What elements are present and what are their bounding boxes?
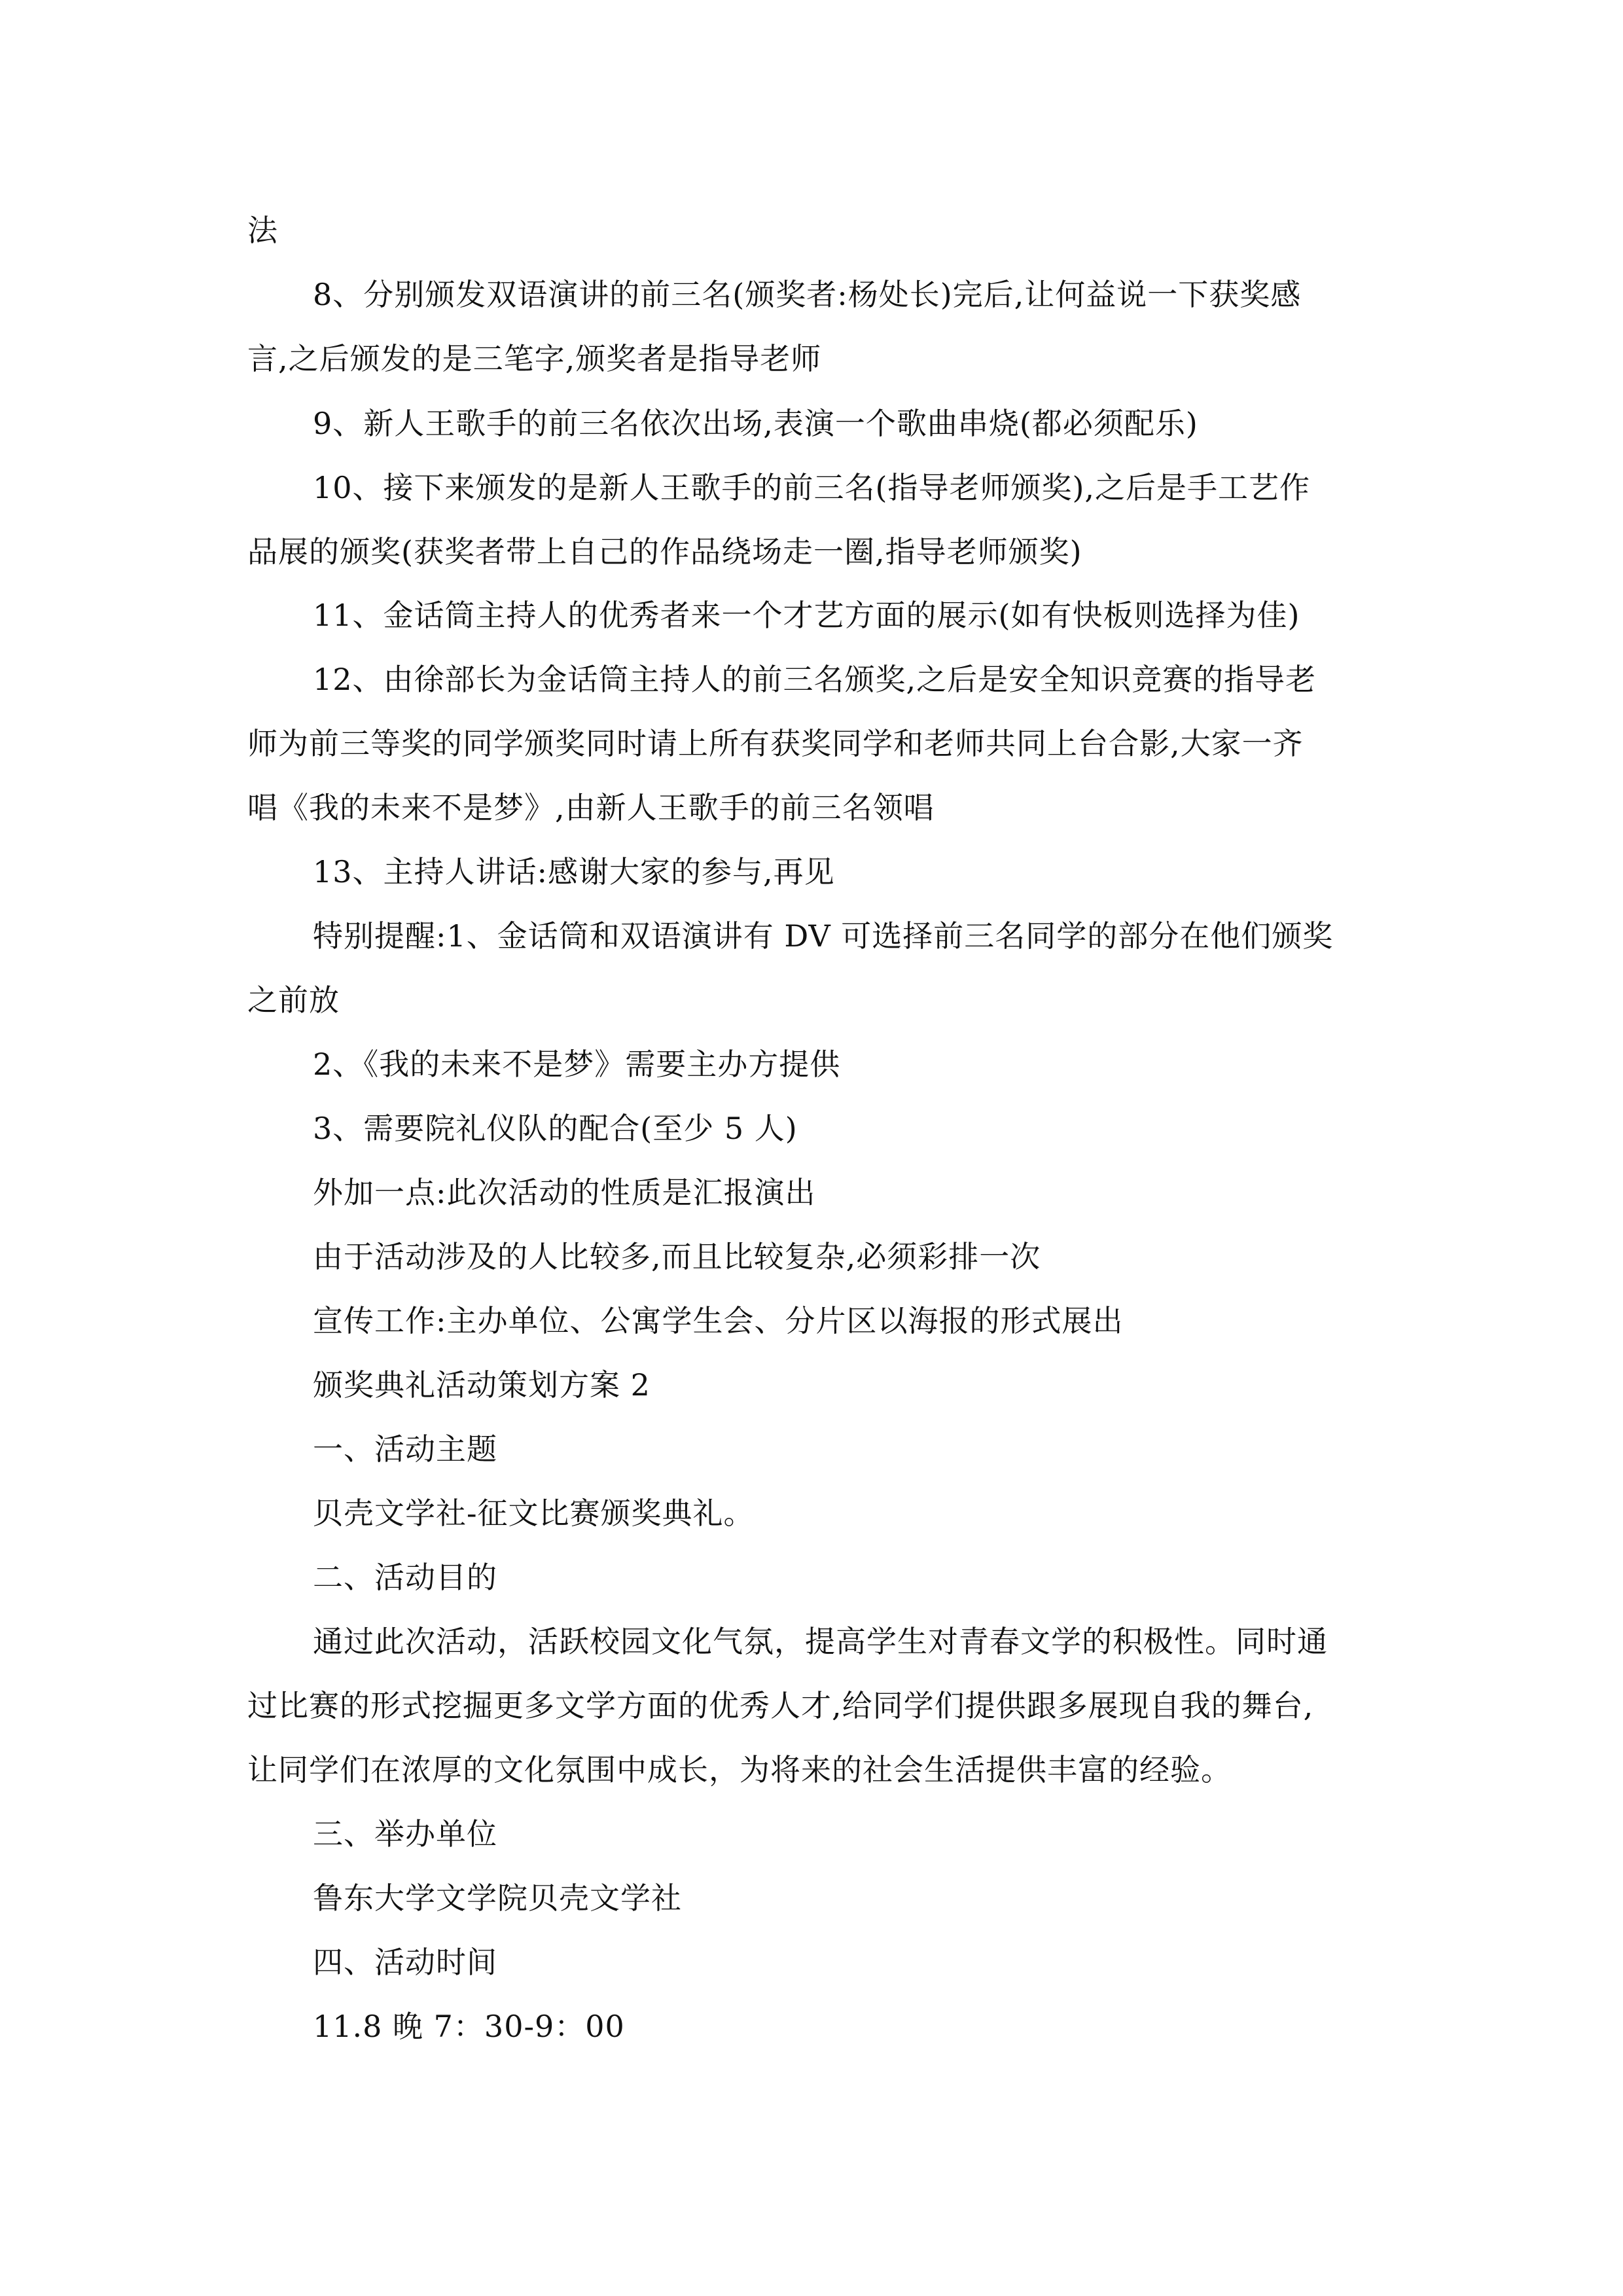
- text-line: 法: [247, 213, 278, 248]
- text-line: 9、新人王歌手的前三名依次出场,表演一个歌曲串烧(都必须配乐): [313, 406, 1198, 441]
- text-line: 师为前三等奖的同学颁奖同时请上所有获奖同学和老师共同上台合影,大家一齐: [247, 726, 1304, 761]
- text-line: 8、分别颁发双语演讲的前三名(颁奖者:杨处长)完后,让何益说一下获奖感: [313, 277, 1302, 312]
- text-line: 让同学们在浓厚的文化氛围中成长，为将来的社会生活提供丰富的经验。: [247, 1752, 1232, 1787]
- text-line: 鲁东大学文学院贝壳文学社: [313, 1880, 682, 1916]
- text-line: 特别提醒:1、金话筒和双语演讲有 DV 可选择前三名同学的部分在他们颁奖: [313, 918, 1334, 954]
- text-line: 由于活动涉及的人比较多,而且比较复杂,必须彩排一次: [313, 1239, 1041, 1274]
- text-line: 外加一点:此次活动的性质是汇报演出: [313, 1175, 816, 1210]
- text-line: 11.8 晚 7：30-9：00: [313, 2009, 625, 2044]
- text-line: 过比赛的形式挖掘更多文学方面的优秀人才,给同学们提供跟多展现自我的舞台,: [247, 1688, 1314, 1723]
- text-line: 言,之后颁发的是三笔字,颁奖者是指导老师: [247, 341, 822, 376]
- text-line: 3、需要院礼仪队的配合(至少 5 人): [313, 1111, 798, 1146]
- section-heading: 三、举办单位: [313, 1816, 497, 1852]
- text-line: 宣传工作:主办单位、公寓学生会、分片区以海报的形式展出: [313, 1303, 1124, 1338]
- text-line: 2、《我的未来不是梦》需要主办方提供: [313, 1047, 841, 1082]
- text-line: 11、金话筒主持人的优秀者来一个才艺方面的展示(如有快板则选择为佳): [313, 598, 1300, 633]
- text-line: 12、由徐部长为金话筒主持人的前三名颁奖,之后是安全知识竞赛的指导老: [313, 662, 1317, 697]
- section-title: 颁奖典礼活动策划方案 2: [313, 1367, 651, 1403]
- section-heading: 二、活动目的: [313, 1560, 497, 1595]
- section-heading: 一、活动主题: [313, 1431, 497, 1467]
- text-line: 通过此次活动，活跃校园文化气氛，提高学生对青春文学的积极性。同时通: [313, 1624, 1328, 1659]
- text-line: 贝壳文学社-征文比赛颁奖典礼。: [313, 1496, 755, 1531]
- section-heading: 四、活动时间: [313, 1945, 497, 1980]
- text-line: 之前放: [247, 982, 340, 1018]
- text-line: 品展的颁奖(获奖者带上自己的作品绕场走一圈,指导老师颁奖): [247, 534, 1082, 569]
- text-line: 13、主持人讲话:感谢大家的参与,再见: [313, 854, 835, 889]
- text-line: 10、接下来颁发的是新人王歌手的前三名(指导老师颁奖),之后是手工艺作: [313, 470, 1311, 505]
- text-line: 唱《我的未来不是梦》,由新人王歌手的前三名领唱: [247, 790, 935, 825]
